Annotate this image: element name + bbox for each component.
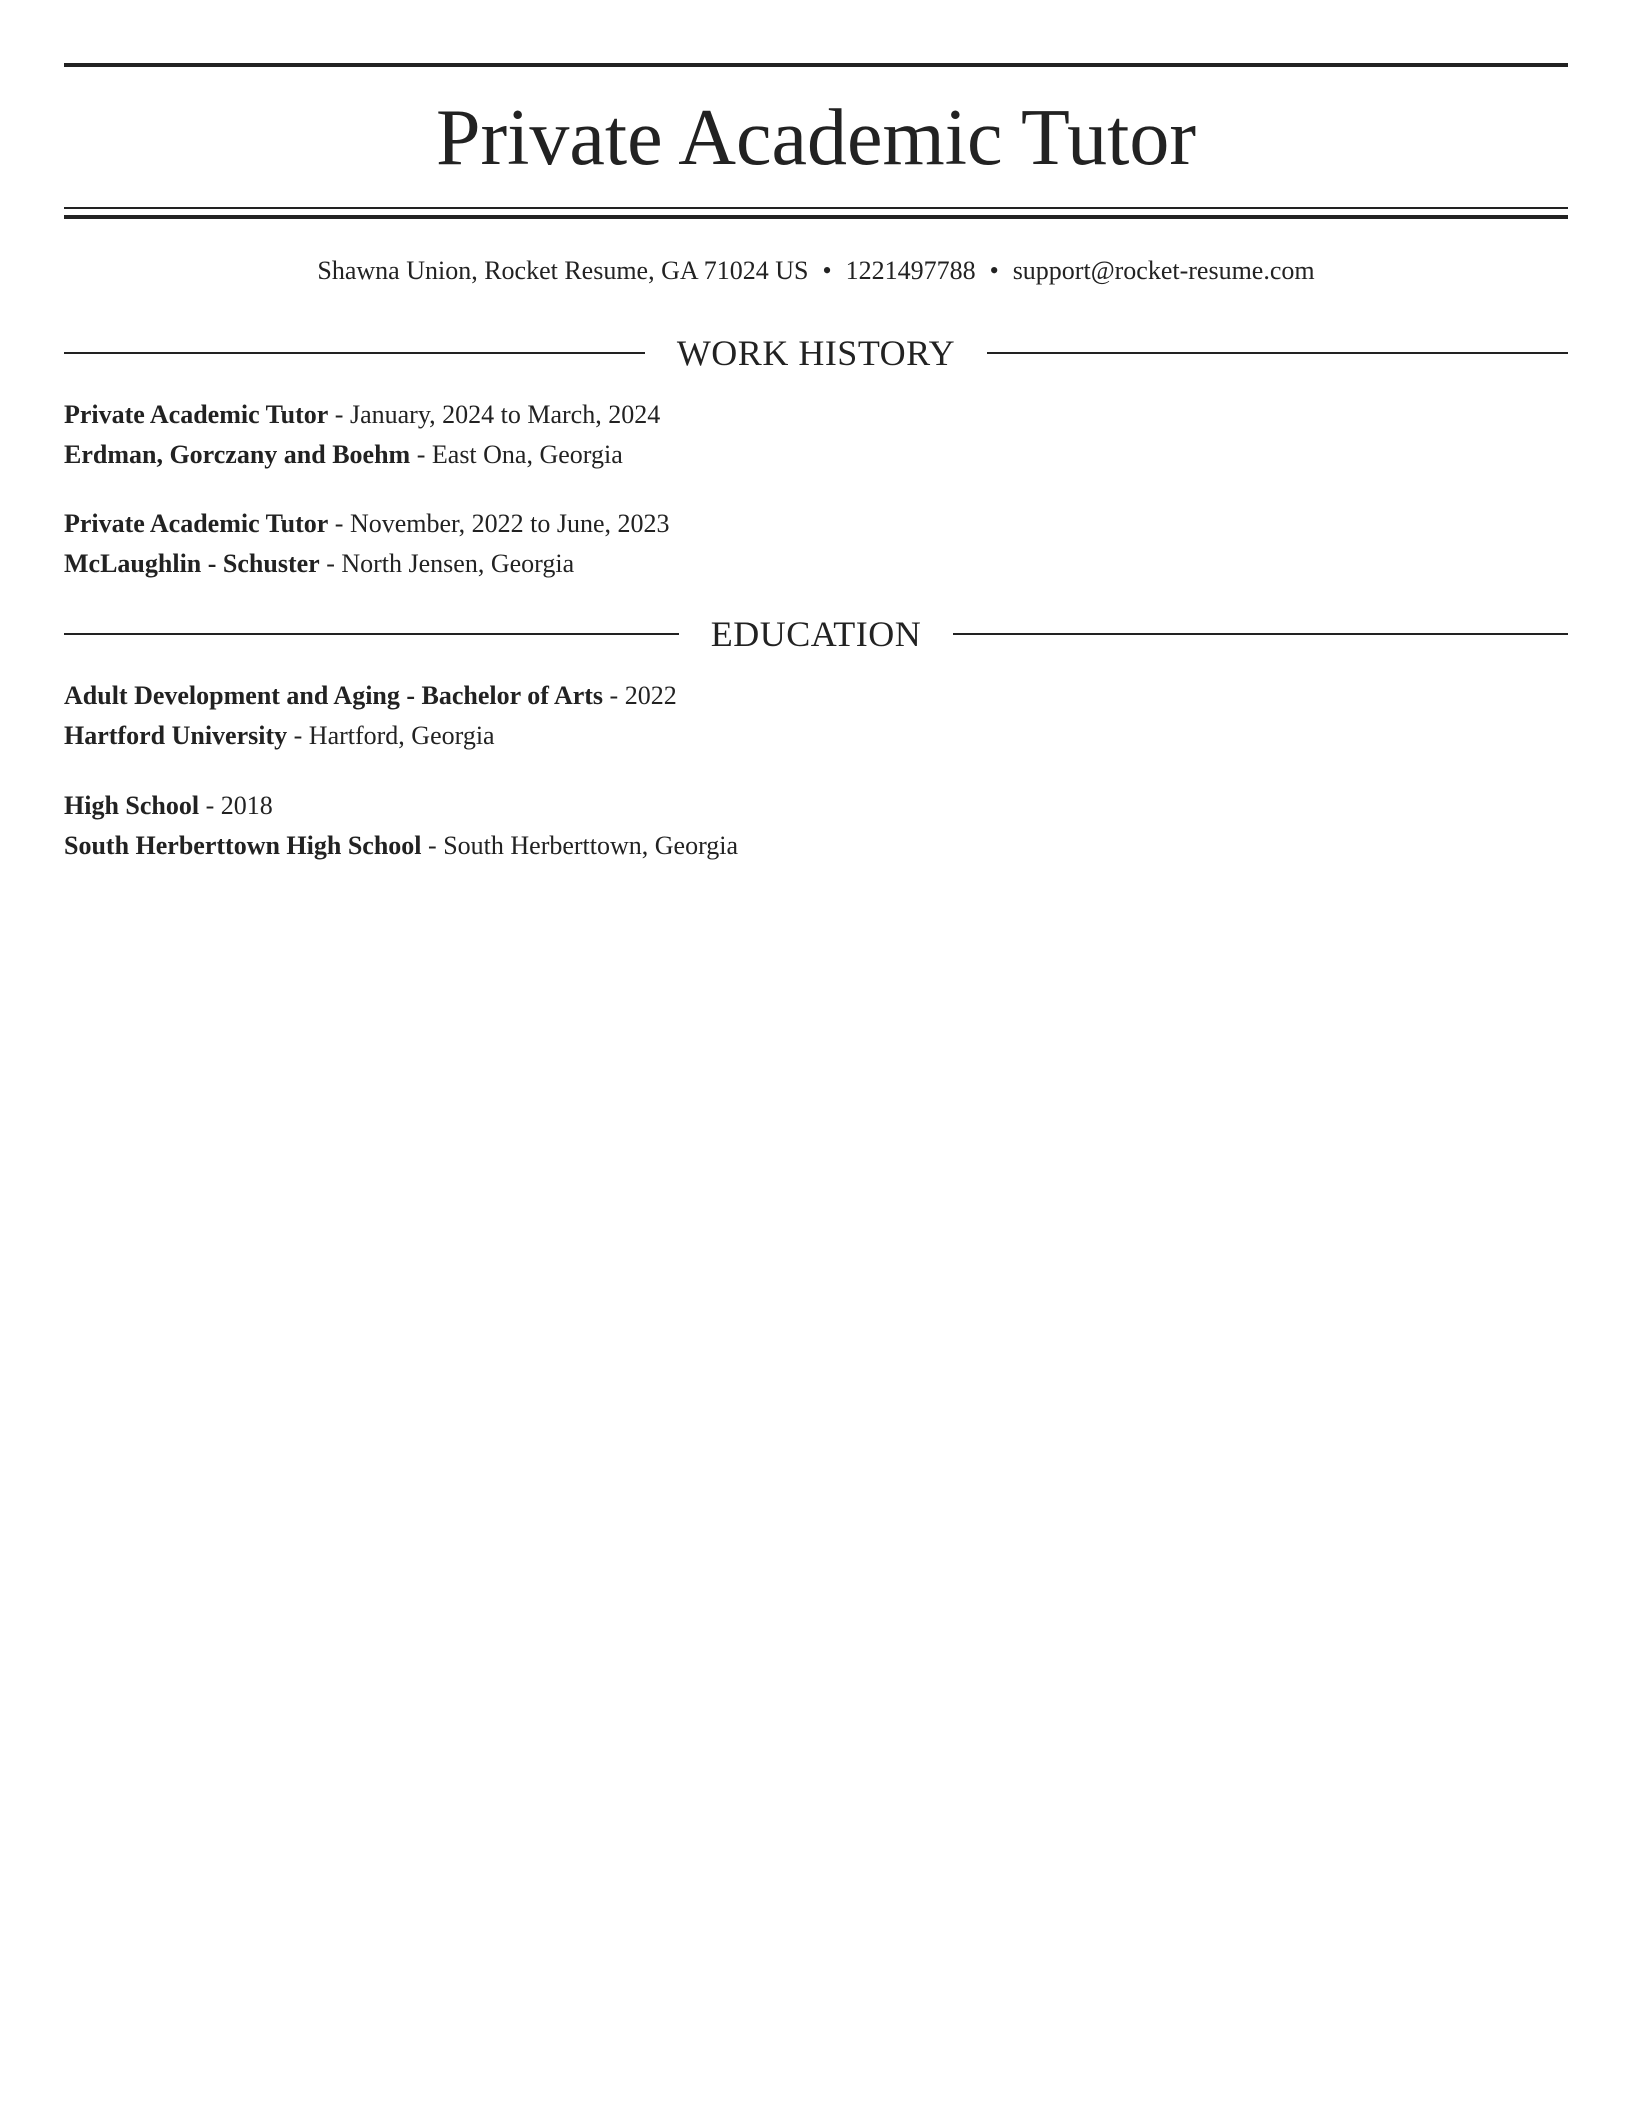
graduation-year: 2018 [220,791,273,820]
job-dates: January, 2024 to March, 2024 [349,400,661,429]
job-dates: November, 2022 to June, 2023 [349,509,670,538]
employer-name: McLaughlin - Schuster [64,549,320,578]
employer-line [64,438,623,472]
employer-location: East Ona, Georgia [431,440,623,469]
dash: - [326,549,335,578]
graduation-year: 2022 [624,681,677,710]
heading-rule-right [953,633,1568,635]
degree-line [64,789,273,823]
work-history-heading [64,331,1568,375]
school-name: South Herberttown High School [64,831,422,860]
section-title: EDUCATION [710,614,922,654]
degree-name: Adult Development and Aging - Bachelor of Arts [64,681,604,710]
dash: - [609,681,619,710]
school-line [64,719,495,753]
page-title: Private Academic Tutor [436,94,1196,182]
degree-name: High School [64,791,200,820]
job-title-line [64,398,660,432]
job-title: Private Academic Tutor [64,509,329,538]
title-divider-thin [64,207,1568,209]
education-heading [64,612,1568,656]
top-rule [64,63,1568,67]
heading-rule-left [64,633,679,635]
dash: - [334,509,344,538]
employer-line [64,547,574,581]
contact-separator: • [822,256,832,285]
heading-rule-right [987,352,1568,354]
section-title: WORK HISTORY [676,333,956,373]
employer-name: Erdman, Gorczany and Boehm [64,440,411,469]
dash: - [334,400,344,429]
contact-line [64,254,1568,288]
dash: - [293,721,303,750]
job-title: Private Academic Tutor [64,400,329,429]
school-name: Hartford University [64,721,288,750]
school-location: South Herberttown, Georgia [443,831,739,860]
job-title-line [64,507,670,541]
heading-rule-left [64,352,645,354]
school-location: Hartford, Georgia [308,721,495,750]
school-line [64,829,738,863]
dash: - [428,831,437,860]
dash: - [416,440,426,469]
contact-separator: • [989,256,999,285]
degree-line [64,679,677,713]
title-divider-thick [64,215,1568,219]
contact-address: Shawna Union, Rocket Resume, GA 71024 US [317,256,809,285]
contact-email: support@rocket-resume.com [1012,256,1315,285]
employer-location: North Jensen, Georgia [341,549,575,578]
dash: - [205,791,215,820]
contact-phone: 1221497788 [845,256,976,285]
